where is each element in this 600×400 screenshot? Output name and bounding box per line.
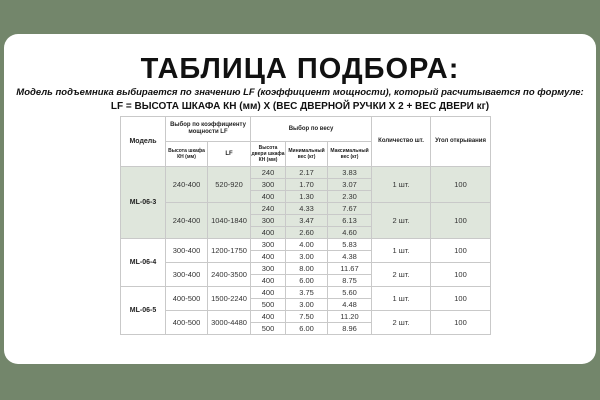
min-weight: 7.50	[286, 311, 328, 323]
max-weight: 8.75	[328, 275, 372, 287]
opening-angle: 100	[431, 239, 491, 263]
subtitle: Модель подъемника выбирается по значению LF (коэффициент мощности), который расчитывается по формуле:	[16, 87, 584, 98]
header-cabinet-height: Высота шкафа КН (мм)	[166, 142, 208, 167]
min-weight: 2.17	[286, 167, 328, 179]
lf-range: 1200-1750	[208, 239, 251, 263]
min-weight: 4.33	[286, 203, 328, 215]
header-weight-group: Выбор по весу	[251, 117, 372, 142]
opening-angle: 100	[431, 203, 491, 239]
max-weight: 7.67	[328, 203, 372, 215]
door-height: 300	[251, 263, 286, 275]
min-weight: 6.00	[286, 275, 328, 287]
table-row	[121, 203, 491, 215]
door-height: 300	[251, 179, 286, 191]
lf-range: 1040-1840	[208, 203, 251, 239]
max-weight: 4.60	[328, 227, 372, 239]
max-weight: 5.83	[328, 239, 372, 251]
header-count: Количество шт.	[372, 117, 431, 167]
max-weight: 11.67	[328, 263, 372, 275]
table-row	[121, 287, 491, 299]
lf-range: 520-920	[208, 167, 251, 203]
unit-count: 2 шт.	[372, 203, 431, 239]
table-body	[121, 167, 491, 335]
door-height: 500	[251, 299, 286, 311]
min-weight: 1.70	[286, 179, 328, 191]
cabinet-height-range: 400-500	[166, 311, 208, 335]
max-weight: 4.38	[328, 251, 372, 263]
door-height: 240	[251, 167, 286, 179]
min-weight: 4.00	[286, 239, 328, 251]
max-weight: 11.20	[328, 311, 372, 323]
lf-range: 2400-3500	[208, 263, 251, 287]
min-weight: 3.00	[286, 251, 328, 263]
cabinet-height-range: 240-400	[166, 167, 208, 203]
lf-range: 3000-4480	[208, 311, 251, 335]
cabinet-height-range: 300-400	[166, 239, 208, 263]
header-angle: Угол открывания	[431, 117, 491, 167]
opening-angle: 100	[431, 287, 491, 311]
cabinet-height-range: 400-500	[166, 287, 208, 311]
unit-count: 1 шт.	[372, 167, 431, 203]
opening-angle: 100	[431, 311, 491, 335]
door-height: 400	[251, 251, 286, 263]
header-door-height: Высота двери шкафа КН (мм)	[251, 142, 286, 167]
min-weight: 6.00	[286, 323, 328, 335]
formula: LF = ВЫСОТА ШКАФА КН (мм) Х (ВЕС ДВЕРНОЙ РУЧКИ Х 2 + ВЕС ДВЕРИ кг)	[110, 101, 490, 112]
cabinet-height-range: 240-400	[166, 203, 208, 239]
min-weight: 3.00	[286, 299, 328, 311]
header-lf: LF	[208, 142, 251, 167]
model-name: ML-06-3	[121, 167, 166, 239]
door-height: 400	[251, 191, 286, 203]
opening-angle: 100	[431, 167, 491, 203]
unit-count: 1 шт.	[372, 287, 431, 311]
door-height: 300	[251, 239, 286, 251]
unit-count: 2 шт.	[372, 311, 431, 335]
table-row	[121, 263, 491, 275]
cabinet-height-range: 300-400	[166, 263, 208, 287]
table-row	[121, 311, 491, 323]
min-weight: 3.47	[286, 215, 328, 227]
selection-table	[120, 116, 491, 335]
max-weight: 6.13	[328, 215, 372, 227]
opening-angle: 100	[431, 263, 491, 287]
model-name: ML-06-4	[121, 239, 166, 287]
header-model: Модель	[121, 117, 166, 167]
door-height: 500	[251, 323, 286, 335]
door-height: 400	[251, 311, 286, 323]
min-weight: 2.60	[286, 227, 328, 239]
door-height: 240	[251, 203, 286, 215]
min-weight: 1.30	[286, 191, 328, 203]
max-weight: 3.07	[328, 179, 372, 191]
content-card	[4, 34, 596, 364]
min-weight: 3.75	[286, 287, 328, 299]
header-lf-group: Выбор по коэффициенту мощности LF	[166, 117, 251, 142]
door-height: 300	[251, 215, 286, 227]
unit-count: 2 шт.	[372, 263, 431, 287]
table-row	[121, 167, 491, 179]
unit-count: 1 шт.	[372, 239, 431, 263]
model-name: ML-06-5	[121, 287, 166, 335]
max-weight: 3.83	[328, 167, 372, 179]
header-max-weight: Максимальный вес (кг)	[328, 142, 372, 167]
page-title: ТАБЛИЦА ПОДБОРА:	[140, 53, 460, 85]
header-min-weight: Минимальный вес (кг)	[286, 142, 328, 167]
max-weight: 5.60	[328, 287, 372, 299]
min-weight: 8.00	[286, 263, 328, 275]
max-weight: 2.30	[328, 191, 372, 203]
max-weight: 8.96	[328, 323, 372, 335]
max-weight: 4.48	[328, 299, 372, 311]
door-height: 400	[251, 275, 286, 287]
door-height: 400	[251, 287, 286, 299]
lf-range: 1500-2240	[208, 287, 251, 311]
table-row	[121, 239, 491, 251]
door-height: 400	[251, 227, 286, 239]
